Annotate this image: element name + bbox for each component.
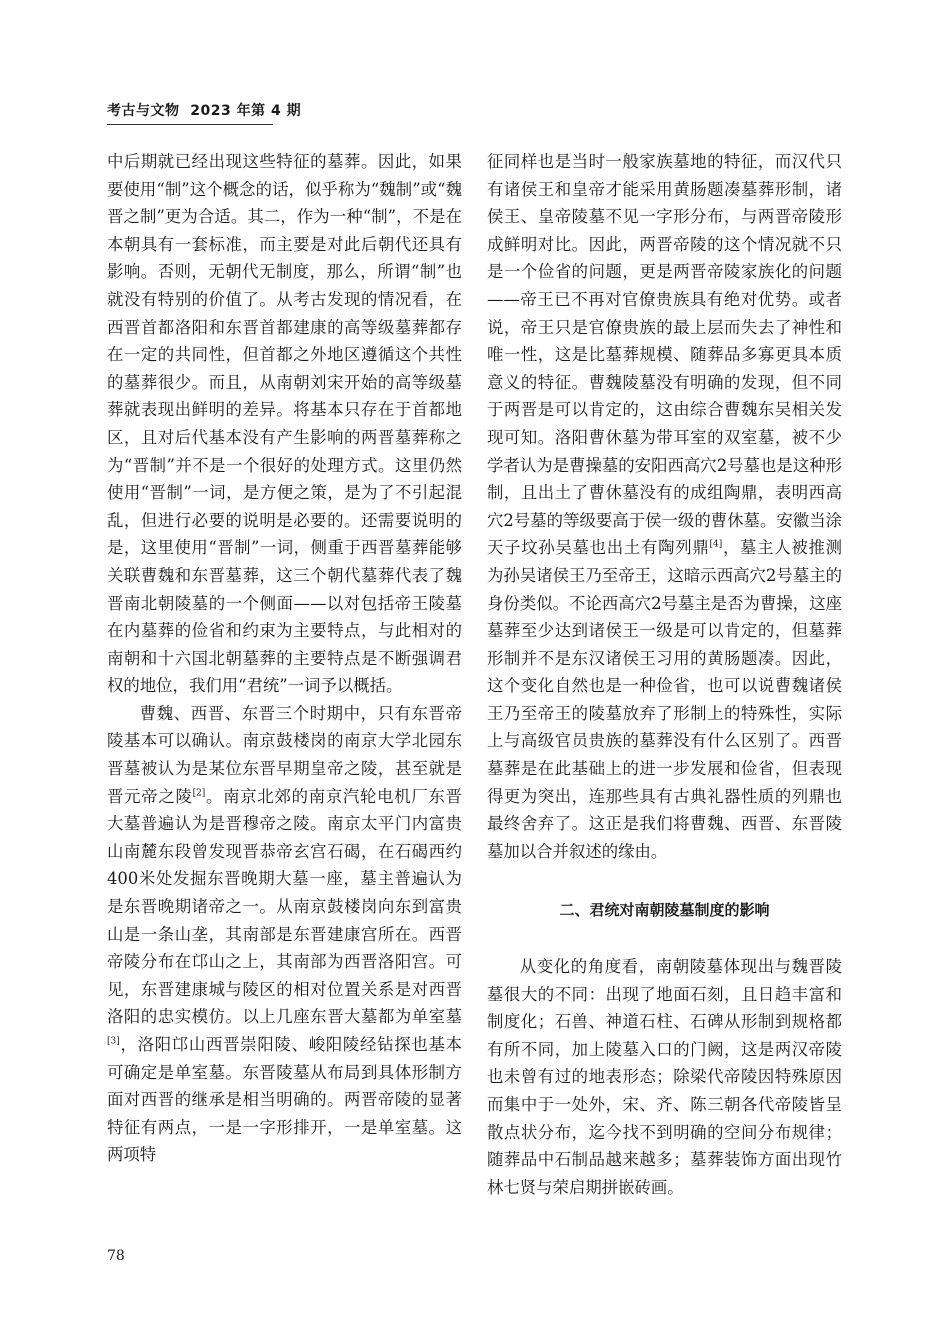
issue-label: 2023 年第 4 期 — [190, 103, 302, 119]
journal-name: 考古与文物 — [107, 103, 180, 119]
header-rule — [107, 124, 273, 125]
citation-ref[interactable]: [2] — [192, 788, 206, 799]
citation-ref[interactable]: [4] — [709, 539, 723, 550]
paragraph: 从变化的角度看，南朝陵墓体现出与魏晋陵墓很大的不同：出现了地面石刻，且日趋丰富和制度化；石兽、神道石柱、石碑从形制到规格都有所不同，加上陵墓入口的门阙，这是两汉帝陵也未曾有过的地表形态；除梁代帝陵因特殊原因而集中于一处外，宋、齐、陈三朝各代帝陵皆呈散点状分布，迄今找不到明确的空间分布规律；随葬品中石制品越来越多；墓葬装饰方面出现竹林七贤与荣启期拼嵌砖画。 — [487, 957, 842, 1197]
page-number: 78 — [107, 1248, 125, 1264]
running-header — [107, 100, 301, 120]
left-column — [107, 148, 462, 1169]
paragraph: 中后期就已经出现这些特征的墓葬。因此，如果要使用“制”这个概念的话，似乎称为“魏制”或“魏晋之制”更为合适。其二，作为一种“制”，不是在本朝具有一套标准，而主要是对此后朝代还具有影响。否则，无朝代无制度，那么，所谓“制”也就没有特别的价值了。从考古发现的情况看，在西晋首都洛阳和东晋首都建康的高等级墓葬都存在一定的共同性，但首都之外地区遵循这个共性的墓葬很少。而且，从南朝刘宋开始的高等级墓葬就表现出鲜明的差异。将基本只存在于首都地区，且对后代基本没有产生影响的两晋墓葬称之为“晋制”并不是一个很好的处理方式。这里仍然使用“晋制”一词，是方便之策，是为了不引起混乱，但进行必要的说明是必要的。还需要说明的是，这里使用“晋制”一词，侧重于西晋墓葬能够关联曹魏和东晋墓葬，这三个朝代墓葬代表了魏晋南北朝陵墓的一个侧面——以对包括帝王陵墓在内墓葬的俭省和约束为主要特点，与此相对的南朝和十六国北朝墓葬的主要特点是不断强调君权的地位，我们用“君统”一词予以概括。 — [107, 152, 462, 696]
paragraph: 征同样也是当时一般家族墓地的特征，而汉代只有诸侯王和皇帝才能采用黄肠题凑墓葬形制，诸侯王、皇帝陵墓不见一字形分布，与两晋帝陵形成鲜明对比。因此，两晋帝陵的这个情况就不只是一个俭省的问题，更是两晋帝陵家族化的问题——帝王已不再对官僚贵族具有绝对优势。或者说，帝王只是官僚贵族的最上层而失去了神性和唯一性，这是比墓葬规模、随葬品多寡更具本质意义的特征。曹魏陵墓没有明确的发现，但不同于两晋是可以肯定的，这由综合曹魏东吴相关发现可知。洛阳曹休墓为带耳室的双室墓，被不少学者认为是曹操墓的安阳西高穴2号墓也是这种形制，且出土了曹休墓没有的成组陶鼎，表明西高穴2号墓的等级要高于侯一级的曹休墓。安徽当涂天子坟孙吴墓也出土有陶列鼎[4]，墓主人被推测为孙吴诸侯王乃至帝王，这暗示西高穴2号墓主的身份类似。不论西高穴2号墓主是否为曹操，这座墓葬至少达到诸侯王一级是可以肯定的，但墓葬形制并不是东汉诸侯王习用的黄肠题凑。因此，这个变化自然也是一种俭省，也可以说曹魏诸侯王乃至帝王的陵墓放弃了形制上的特殊性，实际上与高级官员贵族的墓葬没有什么区别了。西晋墓葬是在此基础上的进一步发展和俭省，但表现得更为突出，连那些具有古典礼器性质的列鼎也最终舍弃了。这正是我们将曹魏、西晋、东晋陵墓加以合并叙述的缘由。 — [487, 152, 843, 861]
paragraph: 曹魏、西晋、东晋三个时期中，只有东晋帝陵基本可以确认。南京鼓楼岗的南京大学北园东晋墓被认为是某位东晋早期皇帝之陵，甚至就是晋元帝之陵[2]。南京北郊的南京汽轮电机厂东晋大墓普遍认为是晋穆帝之陵。南京太平门内富贵山南麓东段曾发现晋恭帝玄宫石碣，在石碣西约400米处发掘东晋晚期大墓一座，墓主普遍认为是东晋晚期诸帝之一。从南京鼓楼岗向东到富贵山是一条山垄，其南部是东晋建康宫所在。西晋帝陵分布在邙山之上，其南部为西晋洛阳宫。可见，东晋建康城与陵区的相对位置关系是对西晋洛阳的忠实模仿。以上几座东晋大墓都为单室墓[3]，洛阳邙山西晋崇阳陵、峻阳陵经钻探也基本可确定是单室墓。东晋陵墓从布局到具体形制方面对西晋的继承是相当明确的。两晋帝陵的显著特征有两点，一是一字形排开，一是单室墓。这两项特 — [107, 703, 462, 1165]
right-column — [487, 148, 842, 1201]
section-heading: 二、君统对南朝陵墓制度的影响 — [559, 901, 770, 920]
citation-ref[interactable]: [3] — [107, 1036, 120, 1047]
